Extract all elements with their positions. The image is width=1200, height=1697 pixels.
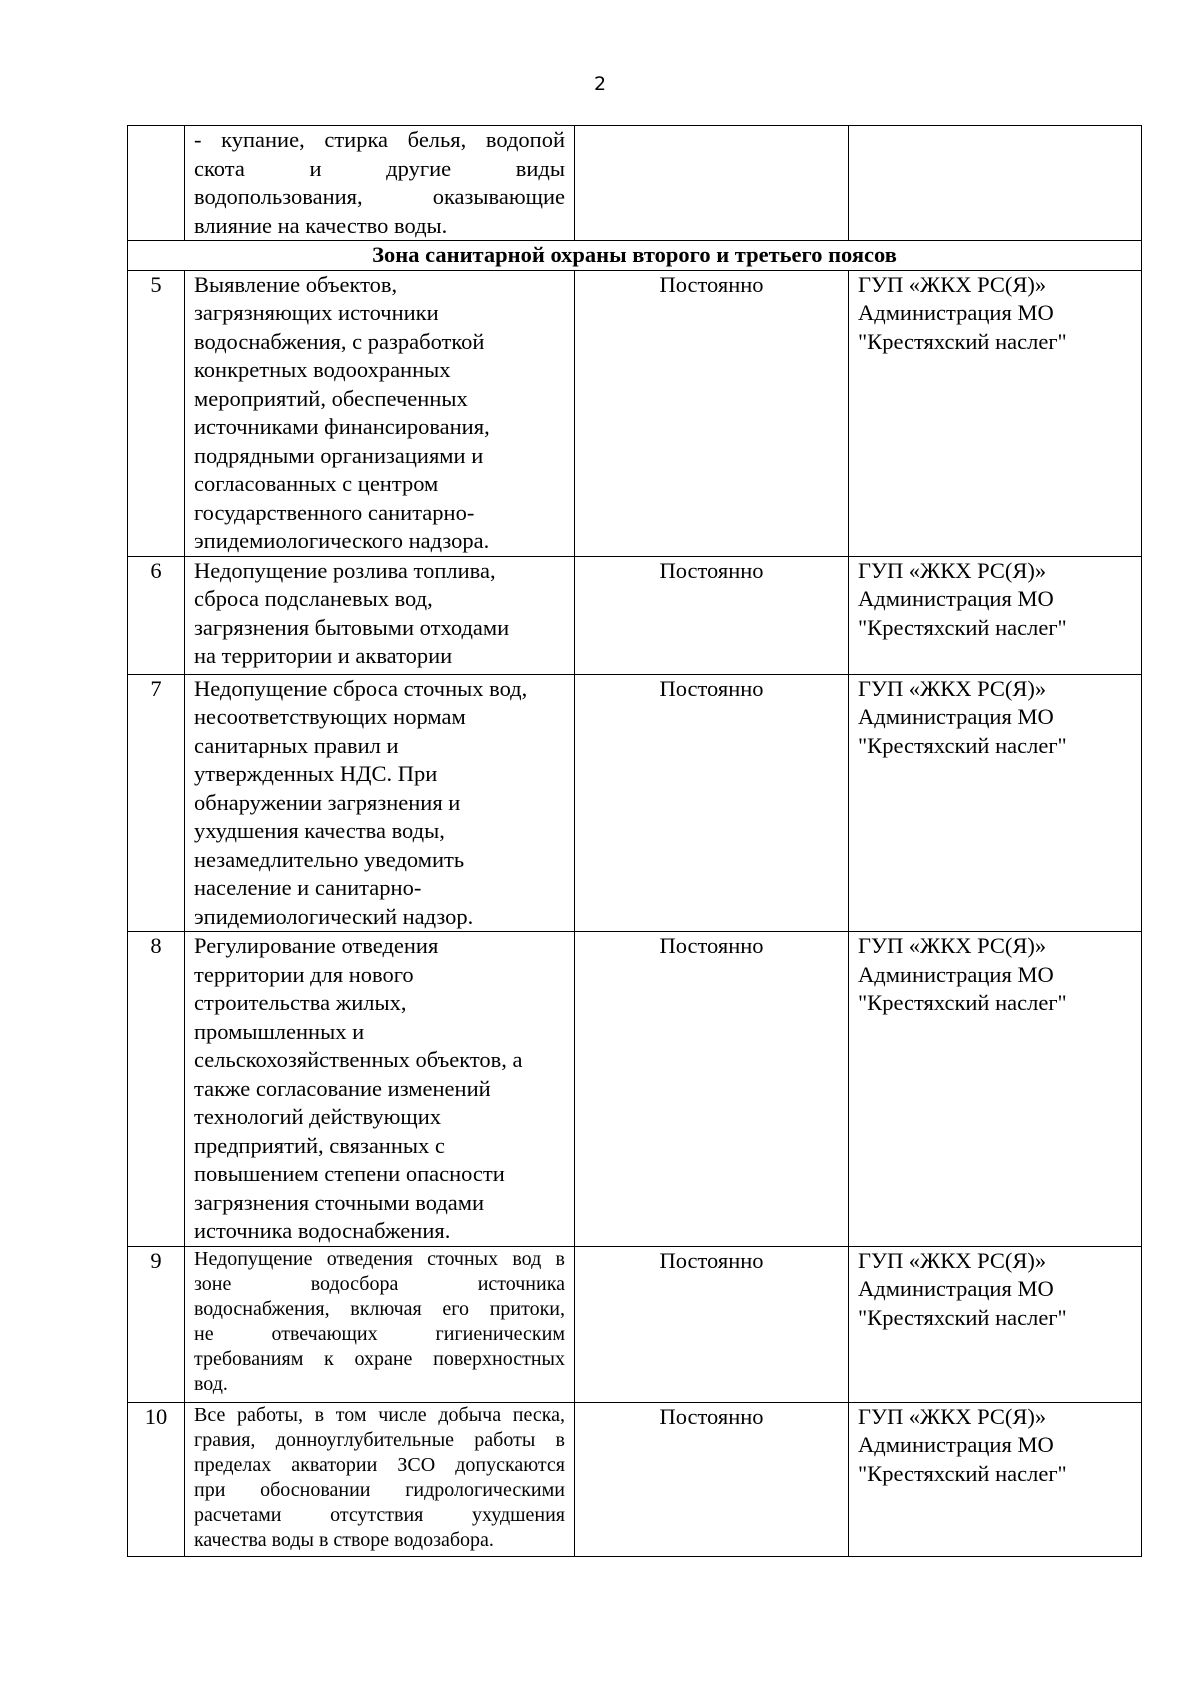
frequency-cell	[575, 126, 849, 241]
description-line: сельскохозяйственных объектов, а	[194, 1047, 523, 1072]
responsible-cell	[849, 932, 1142, 1247]
frequency-cell: Постоянно	[575, 1246, 849, 1402]
description-line: несоответствующих нормам	[194, 704, 466, 729]
description-line: пределах акватории ЗСО допускаются	[194, 1453, 565, 1476]
description-line: утвержденных НДС. При	[194, 761, 438, 786]
description-line: загрязнения бытовыми отходами	[194, 614, 510, 640]
responsible-line: Администрация МО	[858, 961, 1054, 987]
description-line: эпидемиологического надзора.	[194, 528, 490, 553]
row-number: 6	[128, 556, 185, 674]
description-line: эпидемиологический надзор.	[194, 903, 474, 929]
responsible-line: ГУП «ЖКХ РС(Я)»	[858, 1403, 1047, 1429]
measure-description	[185, 932, 575, 1247]
description-line: мероприятий, обеспеченных	[194, 385, 468, 411]
measure-description	[185, 1402, 575, 1556]
responsible-line: ГУП «ЖКХ РС(Я)»	[858, 675, 1047, 701]
frequency-cell: Постоянно	[575, 932, 849, 1247]
description-line: население и санитарно-	[194, 875, 422, 900]
description-line: Все работы, в том числе добыча песка,	[194, 1403, 565, 1426]
row-number	[128, 126, 185, 241]
description-line: Регулирование отведения	[194, 933, 439, 958]
description-line: конкретных водоохранных	[194, 357, 451, 382]
responsible-line: ГУП «ЖКХ РС(Я)»	[858, 933, 1047, 958]
description-line: влияние на качество воды.	[194, 212, 448, 238]
description-line: зоне водосбора источника	[194, 1272, 565, 1295]
description-line: строительства жилых,	[194, 990, 407, 1015]
table-row	[128, 270, 1142, 556]
responsible-line: Администрация МО	[858, 704, 1054, 729]
table-row	[128, 1246, 1142, 1402]
responsible-cell	[849, 556, 1142, 674]
measure-description	[185, 126, 575, 241]
description-line: вод.	[194, 1372, 228, 1395]
row-number: 10	[128, 1402, 185, 1556]
description-line: качества воды в створе водозабора.	[194, 1528, 494, 1551]
section-title: Зона санитарной охраны второго и третьего поясов	[128, 241, 1142, 271]
responsible-line: "Крестяхский наслег"	[858, 1460, 1067, 1486]
description-line: Недопущение розлива топлива,	[194, 557, 496, 583]
description-line: водоснабжения, с разработкой	[194, 328, 485, 354]
table-row	[128, 126, 1142, 241]
row-number: 5	[128, 270, 185, 556]
description-line: расчетами отсутствия ухудшения	[194, 1503, 565, 1526]
description-line: также согласование изменений	[194, 1075, 491, 1101]
description-line: промышленных и	[194, 1018, 365, 1044]
measure-description	[185, 1246, 575, 1402]
responsible-line: Администрация МО	[858, 1276, 1054, 1301]
responsible-line: "Крестяхский наслег"	[858, 614, 1067, 640]
row-number: 7	[128, 674, 185, 932]
responsible-line: Администрация МО	[858, 300, 1054, 325]
responsible-line: ГУП «ЖКХ РС(Я)»	[858, 1247, 1047, 1273]
description-line: ухудшения качества воды,	[194, 818, 445, 843]
description-line: повышением степени опасности	[194, 1161, 505, 1186]
description-line: водопользования, оказывающие	[194, 184, 565, 209]
description-line: при обосновании гидрологическими	[194, 1478, 565, 1501]
description-line: технологий действующих	[194, 1104, 442, 1129]
description-line: согласованных с центром	[194, 471, 439, 496]
description-line: Недопущение отведения сточных вод в	[194, 1247, 565, 1270]
description-line: на территории и акватории	[194, 643, 453, 668]
description-line: предприятий, связанных с	[194, 1132, 445, 1158]
row-number: 8	[128, 932, 185, 1247]
description-line: скота и другие виды	[194, 155, 565, 181]
measure-description	[185, 556, 575, 674]
description-line: государственного санитарно-	[194, 499, 475, 525]
frequency-cell: Постоянно	[575, 556, 849, 674]
responsible-line: ГУП «ЖКХ РС(Я)»	[858, 557, 1047, 583]
description-line: загрязняющих источники	[194, 300, 439, 325]
description-line: обнаружении загрязнения и	[194, 789, 461, 815]
table-row	[128, 1402, 1142, 1556]
description-line: гравия, донноуглубительные работы в	[194, 1428, 565, 1451]
responsible-cell	[849, 674, 1142, 932]
table-row	[128, 674, 1142, 932]
responsible-line: "Крестяхский наслег"	[858, 328, 1067, 354]
description-line: - купание, стирка белья, водопой	[194, 127, 565, 152]
description-line: подрядными организациями и	[194, 442, 484, 468]
description-line: источниками финансирования,	[194, 414, 490, 439]
description-line: сброса подсланевых вод,	[194, 586, 433, 611]
description-line: незамедлительно уведомить	[194, 846, 465, 872]
measure-description	[185, 674, 575, 932]
description-line: не отвечающих гигиеническим	[194, 1322, 565, 1345]
page-number: 2	[593, 73, 607, 95]
responsible-cell	[849, 270, 1142, 556]
measures-table	[127, 125, 1142, 1557]
section-header-row	[128, 241, 1142, 271]
frequency-cell: Постоянно	[575, 1402, 849, 1556]
description-line: источника водоснабжения.	[194, 1218, 451, 1243]
responsible-line: "Крестяхский наслег"	[858, 732, 1067, 758]
responsible-cell	[849, 1402, 1142, 1556]
description-line: Выявление объектов,	[194, 271, 398, 297]
frequency-cell: Постоянно	[575, 270, 849, 556]
table-row	[128, 556, 1142, 674]
table-row	[128, 932, 1142, 1247]
responsible-line: Администрация МО	[858, 586, 1054, 611]
description-line: загрязнения сточными водами	[194, 1189, 485, 1215]
responsible-line: Администрация МО	[858, 1432, 1054, 1457]
frequency-cell: Постоянно	[575, 674, 849, 932]
responsible-line: "Крестяхский наслег"	[858, 1304, 1067, 1330]
row-number: 9	[128, 1246, 185, 1402]
measure-description	[185, 270, 575, 556]
description-line: водоснабжения, включая его притоки,	[194, 1297, 565, 1320]
description-line: Недопущение сброса сточных вод,	[194, 675, 528, 701]
responsible-cell	[849, 1246, 1142, 1402]
responsible-line: "Крестяхский наслег"	[858, 990, 1067, 1015]
description-line: требованиям к охране поверхностных	[194, 1347, 565, 1370]
description-line: территории для нового	[194, 961, 414, 987]
responsible-cell	[849, 126, 1142, 241]
responsible-line: ГУП «ЖКХ РС(Я)»	[858, 271, 1047, 297]
description-line: санитарных правил и	[194, 732, 399, 758]
